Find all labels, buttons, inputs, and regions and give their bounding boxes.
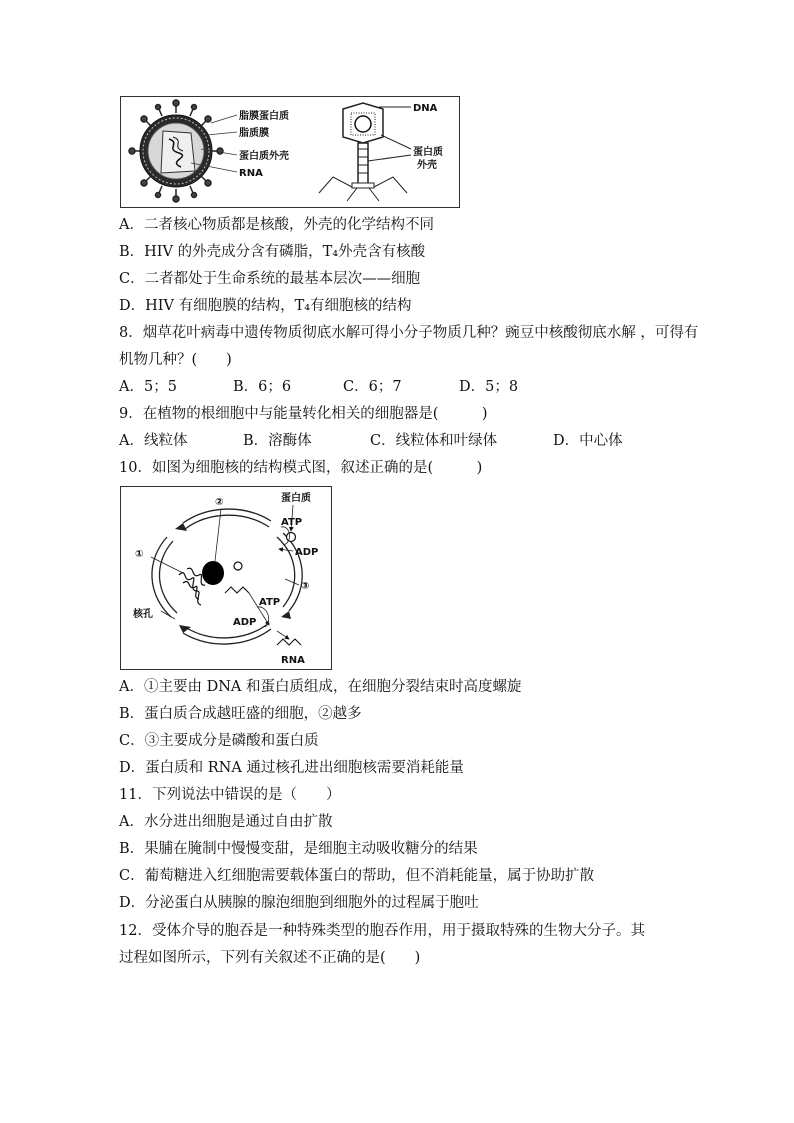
q9-option-b: B．溶酶体 [243, 433, 312, 449]
q12-stem-line1: 12．受体介导的胞吞是一种特殊类型的胞吞作用，用于摄取特殊的生物大分子。其 [119, 923, 645, 939]
q7-option-b: B．HIV 的外壳成分含有磷脂，T₄外壳含有核酸 [119, 244, 426, 260]
label-dna: DNA [413, 103, 438, 114]
q7-option-a: A．二者核心物质都是核酸，外壳的化学结构不同 [119, 217, 434, 233]
q10-option-a: A．①主要由 DNA 和蛋白质组成，在细胞分裂结束时高度螺旋 [119, 679, 522, 695]
q8-stem-line1: 8．烟草花叶病毒中遗传物质彻底水解可得小分子物质几种？豌豆中核酸彻底水解 ，可得有 [119, 325, 699, 341]
virus-structure-diagram [121, 97, 459, 207]
label-protein: 蛋白质 [281, 493, 311, 504]
label-1: ① [135, 549, 144, 560]
label-lipid-membrane: 脂质膜 [239, 128, 269, 139]
q10-option-b: B．蛋白质合成越旺盛的细胞，②越多 [119, 706, 362, 722]
label-rna: RNA [239, 168, 263, 179]
nucleus-structure-figure [120, 486, 332, 670]
q7-option-c: C．二者都处于生命系统的最基本层次——细胞 [119, 271, 421, 287]
q9-option-d: D．中心体 [553, 433, 623, 449]
virus-structure-figure [120, 96, 460, 208]
q11-option-a: A．水分进出细胞是通过自由扩散 [119, 814, 333, 830]
q9-option-c: C．线粒体和叶绿体 [370, 433, 498, 449]
q9-stem: 9．在植物的根细胞中与能量转化相关的细胞器是( ) [119, 406, 488, 422]
q11-stem: 11．下列说法中错误的是（ ） [119, 787, 341, 803]
q12-stem-line2: 过程如图所示，下列有关叙述不正确的是( ) [119, 950, 421, 966]
nucleus-structure-diagram [121, 487, 331, 669]
label-nuclear-pore: 核孔 [133, 609, 153, 620]
q11-option-c: C．葡萄糖进入红细胞需要载体蛋白的帮助，但不消耗能量，属于协助扩散 [119, 868, 595, 884]
q9-option-a: A．线粒体 [119, 433, 188, 449]
q8-stem-line2: 机物几种？( ) [119, 352, 232, 368]
label-atp-bottom: ATP [259, 597, 281, 608]
q10-option-d: D．蛋白质和 RNA 通过核孔进出细胞核需要消耗能量 [119, 760, 464, 776]
q11-option-b: B．果脯在腌制中慢慢变甜，是细胞主动吸收糖分的结果 [119, 841, 478, 857]
label-protein-coat: 蛋白质外壳 [239, 151, 289, 162]
q10-stem: 10．如图为细胞核的结构模式图，叙述正确的是( ) [119, 460, 483, 476]
q11-option-d: D．分泌蛋白从胰腺的腺泡细胞到细胞外的过程属于胞吐 [119, 895, 479, 911]
label-atp-top: ATP [281, 517, 303, 528]
label-adp-top: ADP [295, 547, 319, 558]
q8-option-d: D．5；8 [459, 379, 519, 395]
label-protein: 蛋白质 [413, 147, 443, 158]
q8-option-a: A．5；5 [119, 379, 177, 395]
q7-option-d: D．HIV 有细胞膜的结构，T₄有细胞核的结构 [119, 298, 412, 314]
q8-option-c: C．6；7 [343, 379, 402, 395]
label-coat: 外壳 [417, 160, 437, 171]
label-lipid-protein: 脂膜蛋白质 [239, 111, 289, 122]
q10-option-c: C．③主要成分是磷酸和蛋白质 [119, 733, 319, 749]
label-3: ③ [301, 581, 310, 592]
label-adp-bottom: ADP [233, 617, 257, 628]
label-2: ② [215, 497, 224, 508]
label-rna: RNA [281, 655, 305, 666]
q8-option-b: B．6；6 [233, 379, 292, 395]
